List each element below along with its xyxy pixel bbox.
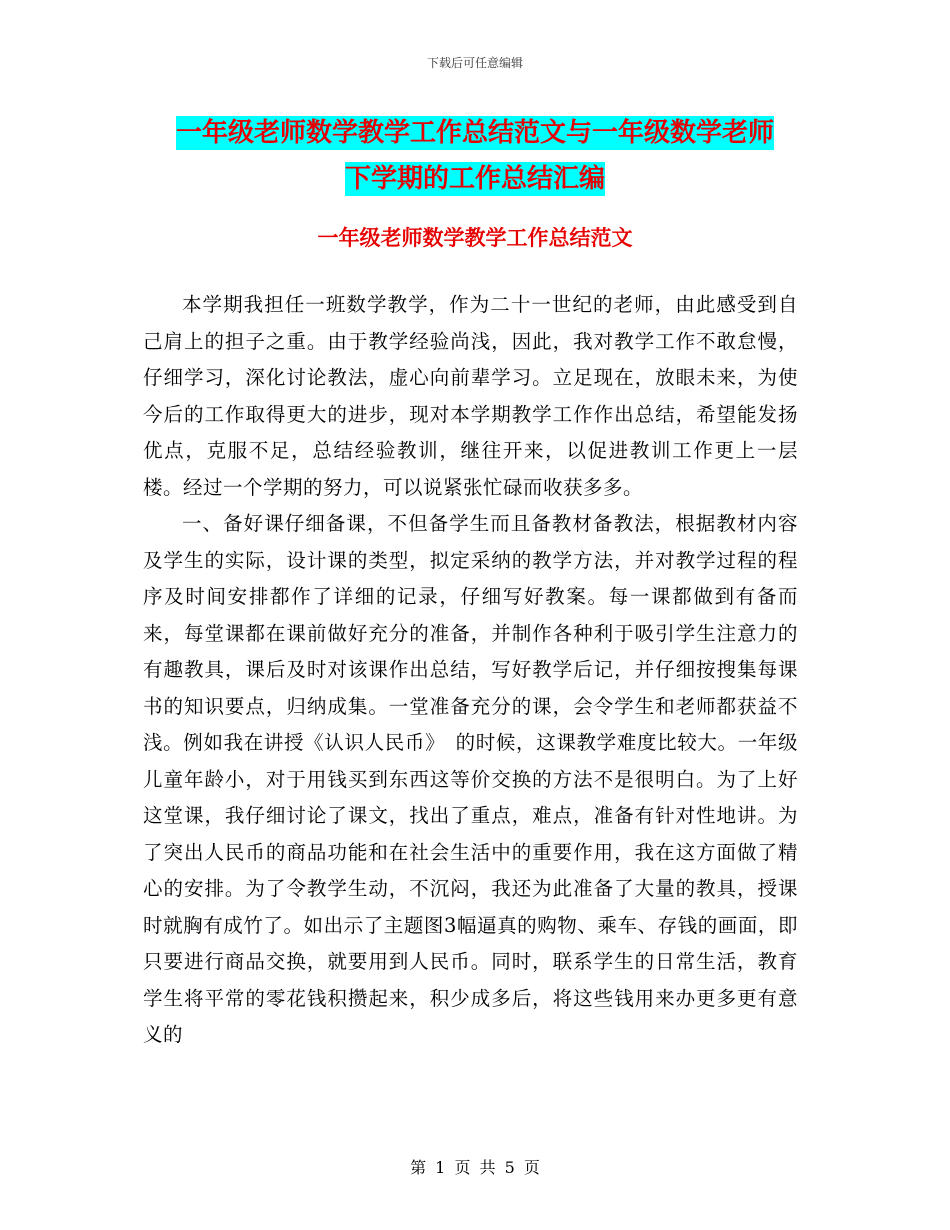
document-title [140, 110, 810, 202]
header-note: 下载后可任意编辑 [426, 56, 523, 70]
paragraph: 一、备好课仔细备课，不但备学生而且备教材备教法，根据教材内容及学生的实际，设计课的类型，拟定采纳的教学方法，并对教学过程的程序及时间安排都作了详细的记录，仔细写好教案。每一课都做到有备而来，每堂课都在课前做好充分的准备，并制作各种利于吸引学生注意力的有趣教具，课后及时对该课作出总结，写好教学后记，并仔细按搜集每课书的知识要点，归纳成集。一堂准备充分的课，会令学生和老师都获益不浅。例如我在讲授《认识人民币》 的时候，这课教学难度比较大。一年级儿童年龄小，对于用钱买到东西这等价交换的方法不是很明白。为了上好这堂课，我仔细讨论了课文，找出了重点，难点，准备有针对性地讲。为了突出人民币的商品功能和在社会生活中的重要作用，我在这方面做了精心的安排。为了令教学生动，不沉闷，我还为此准备了大量的教具，授课时就胸有成竹了。如出示了主题图3幅逼真的购物、乘车、存钱的画面，即只要进行商品交换，就要用到人民币。同时，联系学生的日常生活，教育学生将平常的零花钱积攒起来，积少成多后，将这些钱用来办更多更有意义的 [143, 512, 798, 1046]
section-title: 一年级老师数学教学工作总结范文 [317, 226, 633, 250]
body-text [143, 287, 798, 1054]
document-title-line-1: 一年级老师数学教学工作总结范文与一年级数学老师 [175, 118, 774, 148]
document-title-line-2: 下学期的工作总结汇编 [344, 164, 605, 194]
page-footer: 第 1 页 共 5 页 [410, 1158, 540, 1177]
paragraph: 本学期我担任一班数学教学，作为二十一世纪的老师，由此感受到自己肩上的担子之重。由于教学经验尚浅，因此，我对教学工作不敢怠慢，仔细学习，深化讨论教法，虚心向前辈学习。立足现在，放眼未来，为使今后的工作取得更大的进步，现对本学期教学工作作出总结，希望能发扬优点，克服不足，总结经验教训，继往开来，以促进教训工作更上一层楼。经过一个学期的努力，可以说紧张忙碌而收获多多。 [143, 293, 798, 499]
